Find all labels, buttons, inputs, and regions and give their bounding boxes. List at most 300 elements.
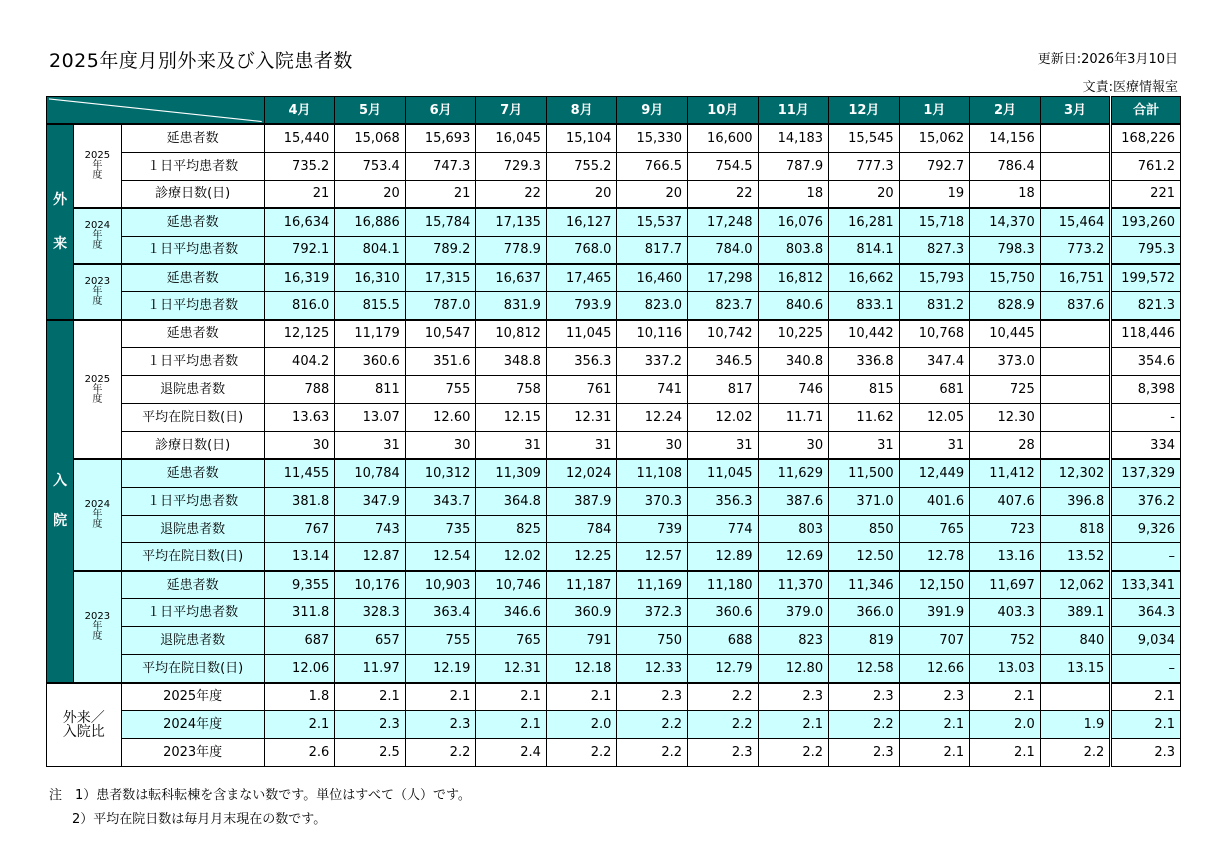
value-cell: 17,135 (476, 208, 547, 236)
value-cell: 407.6 (970, 487, 1041, 515)
value-cell: 11,179 (335, 320, 406, 348)
value-cell: 16,637 (476, 264, 547, 292)
fiscal-year-line: 年 (92, 620, 103, 632)
value-cell: 356.3 (546, 348, 617, 376)
total-cell: 137,329 (1111, 459, 1181, 487)
fiscal-year-line: 年 (92, 160, 103, 172)
value-cell: 681 (899, 376, 970, 404)
fiscal-year-line: 2024 (84, 499, 111, 511)
row-label: 延患者数 (121, 124, 264, 152)
value-cell: 15,718 (899, 208, 970, 236)
value-cell (1040, 376, 1111, 404)
value-cell: 356.3 (688, 487, 759, 515)
value-cell: 15,793 (899, 264, 970, 292)
table-row (47, 403, 1181, 431)
value-cell: 825 (476, 515, 547, 543)
ratio-section-label (47, 683, 122, 767)
table-row (47, 627, 1181, 655)
total-cell: 2.1 (1111, 710, 1181, 738)
total-cell: 364.3 (1111, 599, 1181, 627)
value-cell: 840 (1040, 627, 1111, 655)
value-cell: 2.6 (264, 738, 335, 766)
value-cell: 346.5 (688, 348, 759, 376)
value-cell: 773.2 (1040, 236, 1111, 264)
fiscal-year-line: 度 (92, 170, 103, 182)
value-cell: 401.6 (899, 487, 970, 515)
value-cell: 16,600 (688, 124, 759, 152)
value-cell: 372.3 (617, 599, 688, 627)
value-cell: 755 (405, 627, 476, 655)
value-cell: 765 (899, 515, 970, 543)
total-cell: 118,446 (1111, 320, 1181, 348)
value-cell: 12,024 (546, 459, 617, 487)
value-cell: 311.8 (264, 599, 335, 627)
ratio-label-line: 外来／ (62, 709, 105, 726)
value-cell: 2.3 (829, 683, 900, 711)
month-header: 11月 (758, 97, 829, 125)
row-label: 2024年度 (121, 710, 264, 738)
value-cell: 328.3 (335, 599, 406, 627)
value-cell: 793.9 (546, 292, 617, 320)
value-cell: 755 (405, 376, 476, 404)
row-label: 延患者数 (121, 208, 264, 236)
value-cell: 22 (476, 180, 547, 208)
value-cell: 823 (758, 627, 829, 655)
value-cell: 10,547 (405, 320, 476, 348)
value-cell: 22 (688, 180, 759, 208)
value-cell: 364.8 (476, 487, 547, 515)
ratio-label-line: 入院比 (62, 723, 105, 740)
value-cell: 12.60 (405, 403, 476, 431)
fiscal-year-line: 度 (92, 393, 103, 405)
value-cell: 11,346 (829, 571, 900, 599)
total-cell: 334 (1111, 431, 1181, 459)
inpatient-section-label (47, 320, 74, 683)
table-row (47, 599, 1181, 627)
value-cell: 347.4 (899, 348, 970, 376)
total-cell: 168,226 (1111, 124, 1181, 152)
table-row (47, 264, 1181, 292)
value-cell: 14,370 (970, 208, 1041, 236)
value-cell: 336.8 (829, 348, 900, 376)
value-cell: 2.3 (405, 710, 476, 738)
table-row (47, 348, 1181, 376)
row-label: １日平均患者数 (121, 487, 264, 515)
value-cell: 13.16 (970, 543, 1041, 571)
value-cell: 389.1 (1040, 599, 1111, 627)
value-cell: 11,412 (970, 459, 1041, 487)
fiscal-year-line: 2023 (84, 610, 111, 622)
value-cell: 12.50 (829, 543, 900, 571)
row-label: 退院患者数 (121, 627, 264, 655)
patient-count-table (46, 96, 1181, 767)
value-cell: 2.1 (546, 683, 617, 711)
fiscal-year-line: 2025 (84, 150, 111, 162)
value-cell: 14,156 (970, 124, 1041, 152)
row-label: 延患者数 (121, 264, 264, 292)
value-cell: 10,768 (899, 320, 970, 348)
table-row (47, 459, 1181, 487)
value-cell: 20 (617, 180, 688, 208)
value-cell: 13.63 (264, 403, 335, 431)
value-cell: 791 (546, 627, 617, 655)
value-cell: 804.1 (335, 236, 406, 264)
value-cell: 687 (264, 627, 335, 655)
table-row (47, 320, 1181, 348)
value-cell: 735 (405, 515, 476, 543)
value-cell: 840.6 (758, 292, 829, 320)
value-cell: 14,183 (758, 124, 829, 152)
value-cell: 1.8 (264, 683, 335, 711)
value-cell: 15,068 (335, 124, 406, 152)
value-cell: 15,062 (899, 124, 970, 152)
value-cell: 31 (899, 431, 970, 459)
value-cell: 798.3 (970, 236, 1041, 264)
footnotes (49, 784, 471, 832)
value-cell: 2.1 (899, 710, 970, 738)
value-cell: 2.5 (335, 738, 406, 766)
value-cell: 31 (829, 431, 900, 459)
value-cell: 16,310 (335, 264, 406, 292)
value-cell: 831.2 (899, 292, 970, 320)
value-cell: 761 (546, 376, 617, 404)
footnote-2: 2）平均在院日数は毎月月末現在の数です。 (72, 812, 327, 827)
value-cell: 12,150 (899, 571, 970, 599)
value-cell: 11,697 (970, 571, 1041, 599)
value-cell: 21 (405, 180, 476, 208)
value-cell: 2.1 (970, 683, 1041, 711)
value-cell: 10,742 (688, 320, 759, 348)
total-cell: 133,341 (1111, 571, 1181, 599)
value-cell: 363.4 (405, 599, 476, 627)
value-cell: 784 (546, 515, 617, 543)
row-label: 2023年度 (121, 738, 264, 766)
value-cell: 2.0 (546, 710, 617, 738)
value-cell: 12.30 (970, 403, 1041, 431)
outpatient-label-char: 来 (53, 236, 68, 253)
table-row (47, 571, 1181, 599)
value-cell: 792.1 (264, 236, 335, 264)
row-label: １日平均患者数 (121, 348, 264, 376)
value-cell: 787.0 (405, 292, 476, 320)
value-cell: 815 (829, 376, 900, 404)
value-cell: 2.1 (476, 683, 547, 711)
value-cell: 11,370 (758, 571, 829, 599)
fiscal-year-line: 度 (92, 240, 103, 252)
value-cell: 11,309 (476, 459, 547, 487)
value-cell: 2.2 (617, 710, 688, 738)
value-cell: 766.5 (617, 152, 688, 180)
total-cell: 795.3 (1111, 236, 1181, 264)
value-cell: 15,464 (1040, 208, 1111, 236)
month-header: 3月 (1040, 97, 1111, 125)
value-cell: 2.2 (546, 738, 617, 766)
value-cell: 12,062 (1040, 571, 1111, 599)
value-cell: 11.71 (758, 403, 829, 431)
value-cell: 404.2 (264, 348, 335, 376)
total-cell: 821.3 (1111, 292, 1181, 320)
value-cell: 765 (476, 627, 547, 655)
value-cell: 750 (617, 627, 688, 655)
value-cell: 753.4 (335, 152, 406, 180)
value-cell: 729.3 (476, 152, 547, 180)
value-cell: 381.8 (264, 487, 335, 515)
value-cell: 16,076 (758, 208, 829, 236)
row-label: 平均在院日数(日) (121, 403, 264, 431)
value-cell (1040, 348, 1111, 376)
value-cell: 747.3 (405, 152, 476, 180)
value-cell: 828.9 (970, 292, 1041, 320)
value-cell: 10,225 (758, 320, 829, 348)
value-cell: 391.9 (899, 599, 970, 627)
value-cell: 15,784 (405, 208, 476, 236)
value-cell: 16,812 (758, 264, 829, 292)
inpatient-label-char: 入 (53, 473, 68, 490)
value-cell: 2.0 (970, 710, 1041, 738)
value-cell: 784.0 (688, 236, 759, 264)
fiscal-year-label (74, 264, 121, 320)
value-cell (1040, 180, 1111, 208)
value-cell: 816.0 (264, 292, 335, 320)
value-cell: 28 (970, 431, 1041, 459)
value-cell: 2.3 (335, 710, 406, 738)
value-cell: 30 (264, 431, 335, 459)
month-header: 5月 (335, 97, 406, 125)
value-cell: 17,315 (405, 264, 476, 292)
value-cell: 657 (335, 627, 406, 655)
value-cell: 803 (758, 515, 829, 543)
value-cell (1040, 683, 1111, 711)
value-cell: 15,750 (970, 264, 1041, 292)
table-row (47, 710, 1181, 738)
value-cell: 31 (476, 431, 547, 459)
fiscal-year-label (74, 571, 121, 683)
value-cell: 12,302 (1040, 459, 1111, 487)
value-cell: 2.2 (829, 710, 900, 738)
value-cell (1040, 431, 1111, 459)
value-cell: 360.9 (546, 599, 617, 627)
value-cell: 767 (264, 515, 335, 543)
value-cell: 15,693 (405, 124, 476, 152)
value-cell: 16,886 (335, 208, 406, 236)
value-cell: 21 (264, 180, 335, 208)
updated-date: 更新日:2026年3月10日 (1037, 52, 1178, 67)
fiscal-year-label (74, 208, 121, 264)
value-cell: 815.5 (335, 292, 406, 320)
row-label: １日平均患者数 (121, 599, 264, 627)
row-label: 平均在院日数(日) (121, 655, 264, 683)
fiscal-year-line: 2025 (84, 373, 111, 385)
value-cell: 12.15 (476, 403, 547, 431)
value-cell: 11,045 (688, 459, 759, 487)
fiscal-year-line: 年 (92, 509, 103, 521)
value-cell: 2.3 (758, 683, 829, 711)
value-cell: 373.0 (970, 348, 1041, 376)
value-cell: 16,751 (1040, 264, 1111, 292)
total-cell: 376.2 (1111, 487, 1181, 515)
value-cell: 366.0 (829, 599, 900, 627)
value-cell: 817 (688, 376, 759, 404)
value-cell: 792.7 (899, 152, 970, 180)
value-cell: 12.33 (617, 655, 688, 683)
value-cell: 18 (758, 180, 829, 208)
value-cell: 12.79 (688, 655, 759, 683)
value-cell: 360.6 (688, 599, 759, 627)
value-cell: 11,169 (617, 571, 688, 599)
value-cell (1040, 124, 1111, 152)
value-cell: 15,104 (546, 124, 617, 152)
value-cell: 15,545 (829, 124, 900, 152)
value-cell: 743 (335, 515, 406, 543)
value-cell: 2.1 (264, 710, 335, 738)
value-cell: 2.1 (335, 683, 406, 711)
value-cell: 351.6 (405, 348, 476, 376)
row-label: 延患者数 (121, 320, 264, 348)
value-cell: 403.3 (970, 599, 1041, 627)
value-cell: 20 (335, 180, 406, 208)
value-cell: 2.1 (476, 710, 547, 738)
value-cell: 12,125 (264, 320, 335, 348)
fiscal-year-line: 2024 (84, 220, 111, 232)
value-cell: 13.07 (335, 403, 406, 431)
value-cell: 12.02 (688, 403, 759, 431)
value-cell: 10,903 (405, 571, 476, 599)
month-header: 2月 (970, 97, 1041, 125)
fiscal-year-label (74, 459, 121, 571)
row-label: １日平均患者数 (121, 292, 264, 320)
outpatient-label-char: 外 (53, 192, 68, 209)
total-header: 合計 (1111, 97, 1181, 125)
value-cell: 10,176 (335, 571, 406, 599)
value-cell: 754.5 (688, 152, 759, 180)
value-cell: 707 (899, 627, 970, 655)
value-cell: 768.0 (546, 236, 617, 264)
fiscal-year-line: 度 (92, 630, 103, 642)
value-cell: 823.0 (617, 292, 688, 320)
value-cell: 12,449 (899, 459, 970, 487)
total-cell: 8,398 (1111, 376, 1181, 404)
value-cell: 17,248 (688, 208, 759, 236)
value-cell: 10,116 (617, 320, 688, 348)
value-cell: 823.7 (688, 292, 759, 320)
value-cell: 752 (970, 627, 1041, 655)
table-row (47, 376, 1181, 404)
value-cell: 787.9 (758, 152, 829, 180)
row-label: 延患者数 (121, 571, 264, 599)
row-label: 診療日数(日) (121, 180, 264, 208)
fiscal-year-line: 2023 (84, 275, 111, 287)
value-cell: 13.15 (1040, 655, 1111, 683)
value-cell: 814.1 (829, 236, 900, 264)
value-cell: 11,500 (829, 459, 900, 487)
value-cell: 348.8 (476, 348, 547, 376)
value-cell: 12.89 (688, 543, 759, 571)
value-cell: 16,319 (264, 264, 335, 292)
value-cell: 17,298 (688, 264, 759, 292)
value-cell: 12.31 (476, 655, 547, 683)
footnote-1: 注 1）患者数は転科転棟を含まない数です。単位はすべて（人）です。 (49, 788, 471, 803)
value-cell: 11,045 (546, 320, 617, 348)
value-cell: 2.1 (899, 738, 970, 766)
row-label: 診療日数(日) (121, 431, 264, 459)
value-cell: 30 (758, 431, 829, 459)
value-cell: 1.9 (1040, 710, 1111, 738)
value-cell: 725 (970, 376, 1041, 404)
total-cell: - (1111, 403, 1181, 431)
value-cell: 12.66 (899, 655, 970, 683)
value-cell: 343.7 (405, 487, 476, 515)
value-cell: 12.02 (476, 543, 547, 571)
value-cell: 2.2 (617, 738, 688, 766)
value-cell: 803.8 (758, 236, 829, 264)
value-cell: 360.6 (335, 348, 406, 376)
month-header: 4月 (264, 97, 335, 125)
value-cell: 12.78 (899, 543, 970, 571)
value-cell: 16,460 (617, 264, 688, 292)
value-cell: 12.06 (264, 655, 335, 683)
value-cell: 31 (335, 431, 406, 459)
value-cell: 379.0 (758, 599, 829, 627)
value-cell: 2.3 (899, 683, 970, 711)
value-cell: 788 (264, 376, 335, 404)
total-cell: – (1111, 543, 1181, 571)
value-cell: 346.6 (476, 599, 547, 627)
value-cell: 387.6 (758, 487, 829, 515)
value-cell: 20 (546, 180, 617, 208)
value-cell: 777.3 (829, 152, 900, 180)
value-cell: 11,455 (264, 459, 335, 487)
table-row (47, 655, 1181, 683)
value-cell: 817.7 (617, 236, 688, 264)
value-cell: 16,127 (546, 208, 617, 236)
value-cell: 371.0 (829, 487, 900, 515)
value-cell: 12.54 (405, 543, 476, 571)
fiscal-year-line: 度 (92, 519, 103, 531)
value-cell: 12.05 (899, 403, 970, 431)
value-cell: 10,312 (405, 459, 476, 487)
value-cell: 2.2 (405, 738, 476, 766)
value-cell: 12.80 (758, 655, 829, 683)
table-row (47, 124, 1181, 152)
fiscal-year-label (74, 124, 121, 208)
value-cell: 12.69 (758, 543, 829, 571)
value-cell: 11,629 (758, 459, 829, 487)
total-cell: 199,572 (1111, 264, 1181, 292)
month-header: 6月 (405, 97, 476, 125)
value-cell: 778.9 (476, 236, 547, 264)
table-row (47, 236, 1181, 264)
outpatient-section-label (47, 124, 74, 319)
value-cell: 11,108 (617, 459, 688, 487)
value-cell: 12.25 (546, 543, 617, 571)
value-cell: 387.9 (546, 487, 617, 515)
value-cell: 11,187 (546, 571, 617, 599)
value-cell: 850 (829, 515, 900, 543)
value-cell (1040, 320, 1111, 348)
fiscal-year-line: 年 (92, 383, 103, 395)
value-cell: 2.1 (405, 683, 476, 711)
table-row (47, 515, 1181, 543)
value-cell: 370.3 (617, 487, 688, 515)
table-row (47, 208, 1181, 236)
value-cell: 16,662 (829, 264, 900, 292)
total-cell: – (1111, 655, 1181, 683)
value-cell: 755.2 (546, 152, 617, 180)
value-cell: 340.8 (758, 348, 829, 376)
value-cell: 9,355 (264, 571, 335, 599)
value-cell: 2.2 (688, 710, 759, 738)
value-cell: 347.9 (335, 487, 406, 515)
